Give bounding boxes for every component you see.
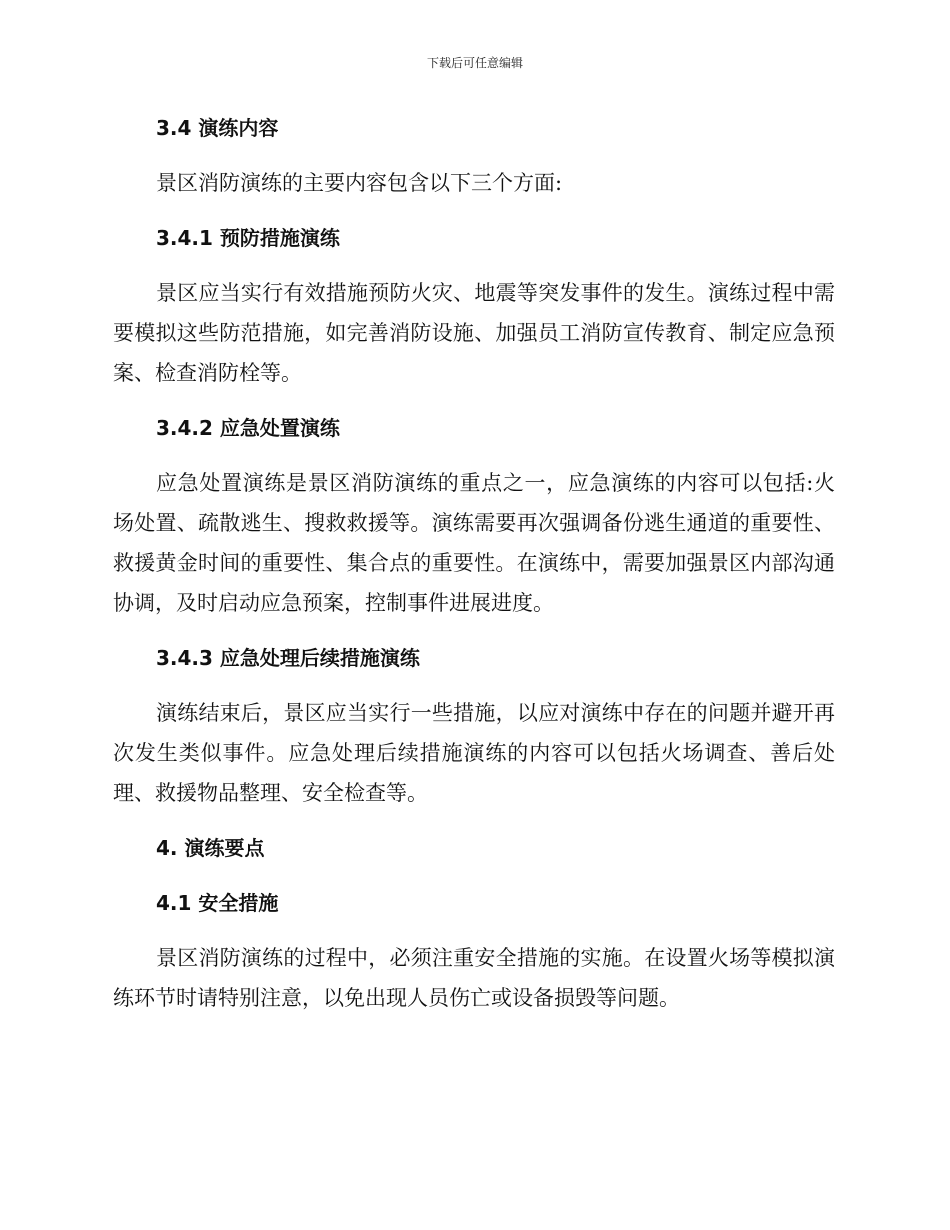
section-heading-4: 4. 演练要点 bbox=[156, 836, 265, 860]
section-heading-3-4-2: 3.4.2 应急处置演练 bbox=[156, 416, 340, 440]
section-heading-3-4-3: 3.4.3 应急处理后续措施演练 bbox=[156, 646, 420, 670]
section-heading-3-4-1: 3.4.1 预防措施演练 bbox=[156, 226, 340, 250]
section-heading-3-4: 3.4 演练内容 bbox=[156, 116, 279, 140]
section-heading-4-1: 4.1 安全措施 bbox=[156, 891, 279, 915]
paragraph-3-4-2: 应急处置演练是景区消防演练的重点之一，应急演练的内容可以包括:火场处置、疏散逃生、搜救救援等。演练需要再次强调备份逃生通道的重要性、救援黄金时间的重要性、集合点的重要性。在演练中，需要加强景区内部沟通协调，及时启动应急预案，控制事件进展进度。 bbox=[113, 471, 835, 615]
paragraph-3-4-1: 景区应当实行有效措施预防火灾、地震等突发事件的发生。演练过程中需要模拟这些防范措施，如完善消防设施、加强员工消防宣传教育、制定应急预案、检查消防栓等。 bbox=[113, 281, 835, 385]
paragraph-4-1: 景区消防演练的过程中，必须注重安全措施的实施。在设置火场等模拟演练环节时请特别注意，以免出现人员伤亡或设备损毁等问题。 bbox=[113, 946, 835, 1010]
page-header: 下载后可任意编辑 bbox=[426, 56, 523, 70]
document-body bbox=[113, 108, 835, 1018]
intro-paragraph: 景区消防演练的主要内容包含以下三个方面: bbox=[156, 171, 563, 195]
paragraph-3-4-3: 演练结束后，景区应当实行一些措施，以应对演练中存在的问题并避开再次发生类似事件。应急处理后续措施演练的内容可以包括火场调查、善后处理、救援物品整理、安全检查等。 bbox=[113, 701, 835, 805]
